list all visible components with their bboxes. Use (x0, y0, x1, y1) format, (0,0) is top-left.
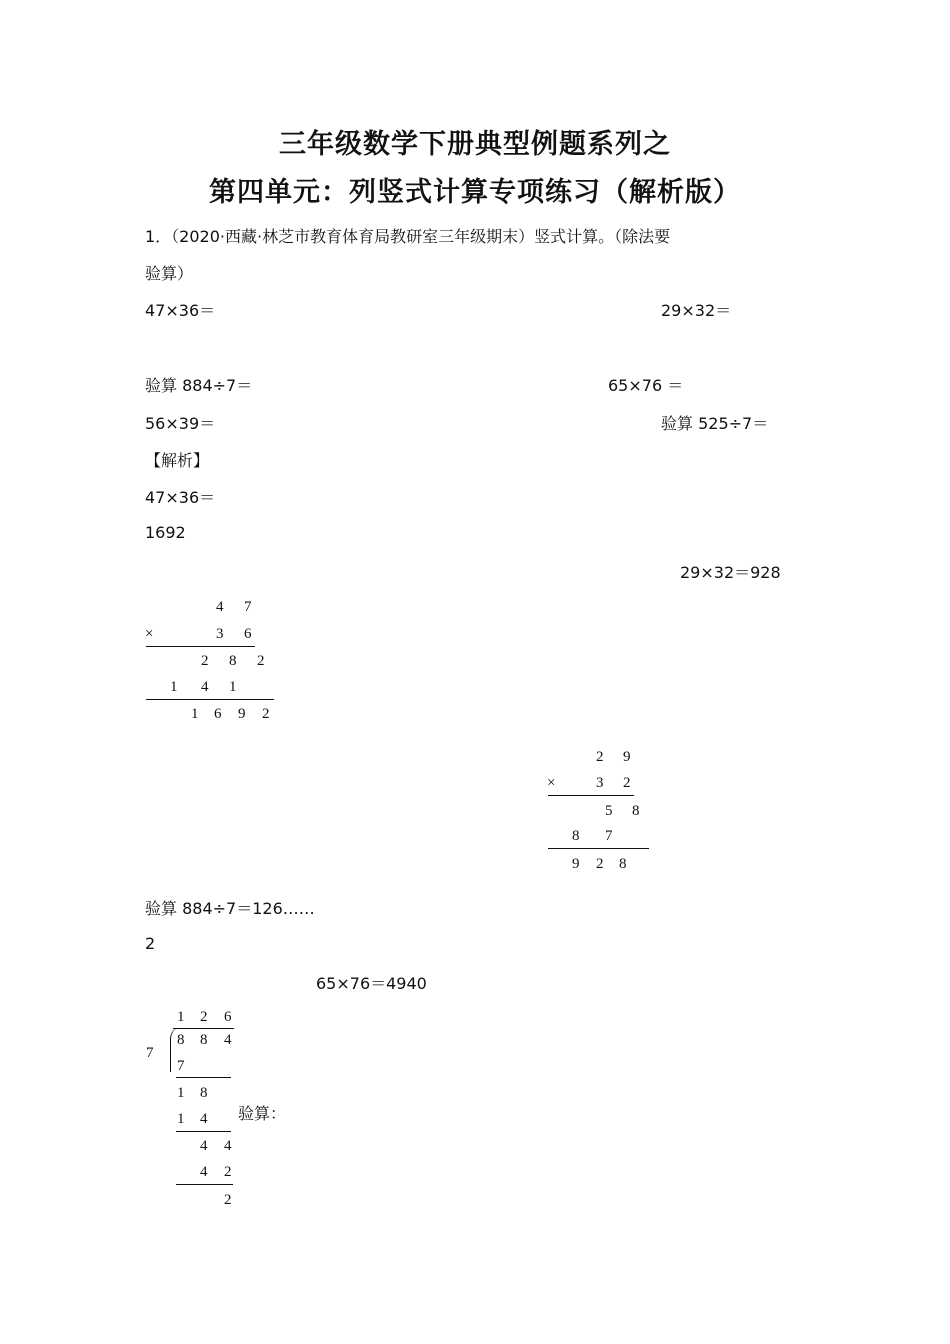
problem-5: 56×39＝ (145, 414, 216, 433)
digit: 7 (244, 599, 252, 615)
divisor: 7 (146, 1045, 154, 1061)
digit: 7 (177, 1058, 185, 1074)
digit: 8 (200, 1032, 208, 1048)
times-sign: × (547, 775, 556, 791)
times-sign: × (145, 626, 154, 642)
rule-line (548, 848, 649, 849)
digit: 6 (224, 1009, 232, 1025)
analysis-label: 【解析】 (145, 451, 210, 470)
digit: 4 (201, 679, 209, 695)
digit: 8 (229, 653, 237, 669)
digit: 1 (177, 1085, 185, 1101)
digit: 1 (191, 706, 199, 722)
rule-line (176, 1184, 233, 1185)
answer-2: 29×32＝928 (680, 563, 781, 582)
answer-3: 验算 884÷7＝126…… (145, 899, 315, 918)
rule-line (146, 646, 255, 647)
answer-1-expr: 47×36＝ (145, 488, 216, 507)
answer-3-remainder: 2 (145, 934, 156, 953)
digit: 2 (201, 653, 209, 669)
digit: 4 (200, 1138, 208, 1154)
answer-4: 65×76＝4940 (316, 974, 427, 993)
remainder: 2 (224, 1192, 232, 1208)
page-subtitle: 第四单元：列竖式计算专项练习（解析版） (209, 177, 741, 208)
digit: 8 (632, 803, 640, 819)
problem-4: 65×76 ＝ (608, 376, 684, 395)
digit: 8 (200, 1085, 208, 1101)
digit: 2 (596, 749, 604, 765)
page-title: 三年级数学下册典型例题系列之 (279, 129, 671, 160)
digit: 4 (224, 1138, 232, 1154)
digit: 5 (605, 803, 613, 819)
digit: 4 (200, 1111, 208, 1127)
digit: 2 (224, 1164, 232, 1180)
digit: 7 (605, 828, 613, 844)
digit: 1 (229, 679, 237, 695)
problem-6: 验算 525÷7＝ (661, 414, 769, 433)
digit: 6 (214, 706, 222, 722)
digit: 1 (170, 679, 178, 695)
digit: 8 (177, 1032, 185, 1048)
problem-1: 47×36＝ (145, 301, 216, 320)
digit: 2 (623, 775, 631, 791)
digit: 2 (262, 706, 270, 722)
digit: 1 (177, 1111, 185, 1127)
digit: 2 (200, 1009, 208, 1025)
digit: 9 (238, 706, 246, 722)
digit: 8 (619, 856, 627, 872)
digit: 4 (224, 1032, 232, 1048)
digit: 6 (244, 626, 252, 642)
digit: 4 (200, 1164, 208, 1180)
question-text: 1．（2020·西藏·林芝市教育体育局教研室三年级期末）竖式计算。（除法要 (145, 227, 671, 246)
digit: 1 (177, 1009, 185, 1025)
rule-line (176, 1131, 231, 1132)
verify-label: 验算： (238, 1104, 287, 1123)
rule-line (146, 699, 274, 700)
division-bar (173, 1028, 234, 1029)
problem-2: 29×32＝ (661, 301, 732, 320)
answer-1-result: 1692 (145, 523, 186, 542)
problem-3: 验算 884÷7＝ (145, 376, 253, 395)
digit: 9 (623, 749, 631, 765)
digit: 3 (216, 626, 224, 642)
digit: 3 (596, 775, 604, 791)
digit: 2 (257, 653, 265, 669)
digit: 4 (216, 599, 224, 615)
question-text-cont: 验算） (145, 264, 194, 283)
digit: 2 (596, 856, 604, 872)
digit: 8 (572, 828, 580, 844)
digit: 9 (572, 856, 580, 872)
rule-line (176, 1077, 231, 1078)
rule-line (548, 795, 634, 796)
